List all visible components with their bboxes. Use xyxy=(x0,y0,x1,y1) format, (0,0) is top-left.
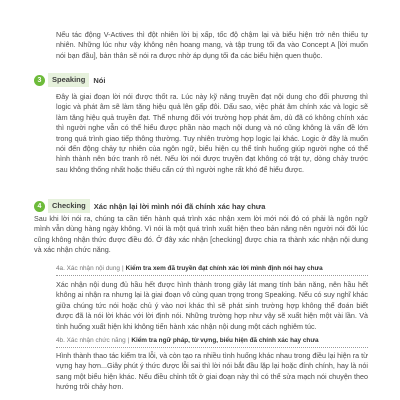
subsection-label: 4b. Xác nhận chức năng xyxy=(56,337,126,344)
section-number-badge: 3 xyxy=(34,75,45,86)
section-title: Xác nhận lại lời mình nói đã chính xác hay chưa xyxy=(93,201,266,211)
section-speaking-heading xyxy=(34,73,105,87)
subsection-4a-paragraph: Xác nhận nội dung đủ hầu hết được hình thành trong giây lát mang tính bản năng, nên hầu hết không ai nhận ra nhưng lại là giai đoạn vô cùng quan trọng trong Speaking. Nếu có suy nghĩ khác giữa chúng tức nói hoặc chủ ý vào nơi khác thì sẽ phát sinh trường hợp không thể đoán biết được đã là nói lời khác với lời định nói. Những trường hợp như vậy sẽ xuất hiện một vài lần. Và tình huống xuất hiện khi không tiến hành xác nhận nội dung một cách nghiêm túc. xyxy=(56,280,368,331)
section-title: Nói xyxy=(93,75,106,85)
section-checking-heading xyxy=(34,199,265,213)
separator: | xyxy=(121,265,124,272)
subsection-label: 4a. Xác nhận nội dung xyxy=(56,265,120,272)
section-tag: Checking xyxy=(48,199,90,213)
subsection-title: Kiểm tra xem đã truyền đạt chính xác lời mình định nói hay chưa xyxy=(125,265,323,272)
subsection-4b-paragraph: Hình thành thao tác kiểm tra lỗi, và còn tạo ra nhiều tình huống khác nhau trong điều lại hiện ra từ vựng hay hơn...Giây phút ý thức được lỗi sai thì lời nói bắt đầu lặp lại hoặc đính chính, hay là nói sang một biểu hiện khác. Nếu điều chỉnh tốt ở giai đoạn này thì có thể sửa mạch nói chuyện theo hướng trôi chảy hơn. xyxy=(56,351,368,392)
section-number-badge: 4 xyxy=(34,201,45,212)
checking-paragraph: Sau khi lời nói ra, chúng ta cần tiến hành quá trình xác nhận xem lời mới nói đó có phải là ngôn ngữ mình vẫn dùng hàng ngày không. Vì nói là một quá trình xuất hiện theo bản năng nên người nói đôi lúc cũng không nhận thức được điều đó. Ở đây xác nhận [checking] được chia ra thành xác nhận nội dung và xác nhận chức năng. xyxy=(34,214,368,255)
subsection-4b-heading xyxy=(56,335,368,348)
subsection-title: Kiểm tra ngữ pháp, từ vựng, biểu hiện đã chính xác hay chưa xyxy=(131,337,319,344)
intro-paragraph: Nếu tác động V-Actives thì đột nhiên lời bị xấp, tốc độ chậm lại và biểu hiện trở nên thiếu tự nhiên. Những lúc như vậy không nên hoang mang, và tập trung tối đa vào Concept A [lời muốn nói bạn đầu], bản thân sẽ nói ra được nhờ áp dụng tối đa các biểu hiện quen thuộc. xyxy=(56,30,368,60)
speaking-paragraph: Đây là giai đoạn lời nói được thốt ra. Lúc này kỹ năng truyền đạt nội dung cho đối phương thì logic và phát âm sẽ làm tăng hiệu quả lên gấp đôi. Dấu sao, việc phát âm chính xác và logic sẽ làm tăng hiệu quả truyền đạt. Thế nhưng đối với trường hợp phát âm, dù đã có không chính xác thì người nghe vẫn có thể hiểu được phần nào mạch nội dung và nó cũng không là vấn đề lớn trong quá trình giao tiếp thông thường. Tuy nhiên trường hợp logic lại khác. Logic ở đây là muốn nói đến động chảy tự nhiên của ngôn ngữ, biểu hiện cụ thể tính huống giúp người nghe có thể hình thành nên bức tranh rõ nét. Nếu lời nói được truyền đạt không có trật tự, dòng chảy trước sau không thống nhất hoặc thiếu cẩn cứ thì người nghe rất khó để hiểu được. xyxy=(56,92,368,174)
subsection-4a-heading xyxy=(56,263,368,276)
separator: | xyxy=(127,337,130,344)
section-tag: Speaking xyxy=(48,73,89,87)
